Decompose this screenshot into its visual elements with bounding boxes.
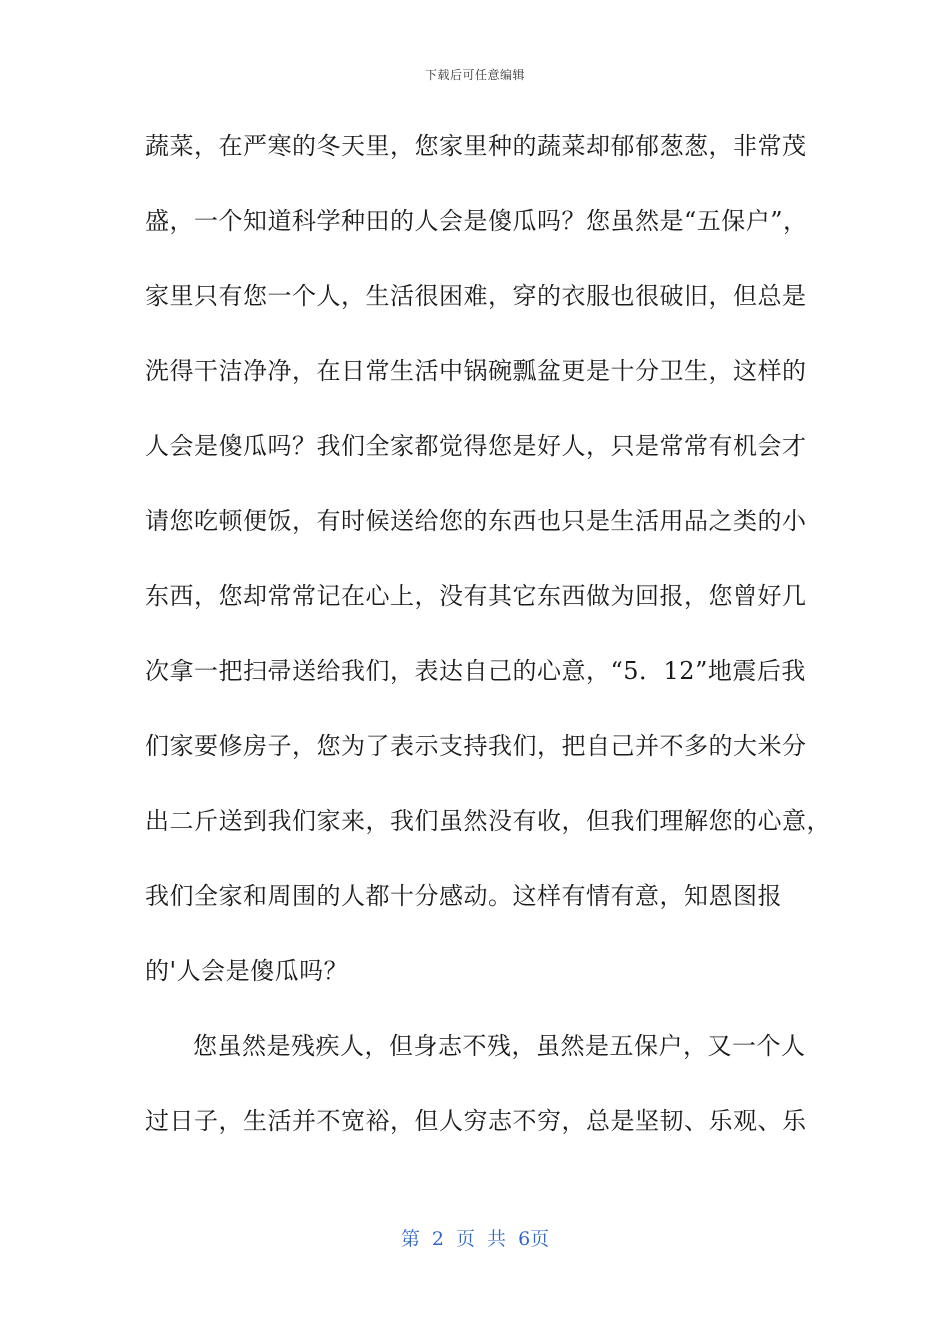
page-number: 第 2 页 共 6页 (400, 1228, 550, 1250)
paragraph-start-line: 您虽然是残疾人，但身志不残，虽然是五保户，又一个人 (193, 1032, 806, 1060)
header-note: 下载后可任意编辑 (424, 68, 525, 82)
text-line: 出二斤送到我们家来，我们虽然没有收，但我们理解您的心意， (145, 807, 831, 835)
text-line: 家里只有您一个人，生活很困难，穿的衣服也很破旧，但总是 (145, 282, 807, 310)
text-line: 洗得干洁净净，在日常生活中锅碗瓢盆更是十分卫生，这样的 (145, 357, 807, 385)
text-line: 东西，您却常常记在心上，没有其它东西做为回报，您曾好几 (145, 582, 807, 610)
document-body (145, 124, 831, 1174)
text-line: 过日子，生活并不宽裕，但人穷志不穷，总是坚韧、乐观、乐 (145, 1107, 807, 1135)
text-line: 人会是傻瓜吗？我们全家都觉得您是好人，只是常常有机会才 (145, 432, 807, 460)
text-line: 们家要修房子，您为了表示支持我们，把自己并不多的大米分 (145, 732, 807, 760)
text-line: 蔬菜，在严寒的冬天里，您家里种的蔬菜却郁郁葱葱，非常茂 (145, 132, 807, 160)
text-line: 我们全家和周围的人都十分感动。这样有情有意，知恩图报 (145, 882, 782, 910)
text-line: 次拿一把扫帚送给我们，表达自己的心意，“5．12”地震后我 (145, 657, 806, 685)
text-line: 盛，一个知道科学种田的人会是傻瓜吗？您虽然是“五保户”， (145, 207, 808, 235)
text-line: 的'人会是傻瓜吗？ (145, 957, 349, 985)
text-line: 请您吃顿便饭，有时候送给您的东西也只是生活用品之类的小 (145, 507, 807, 535)
